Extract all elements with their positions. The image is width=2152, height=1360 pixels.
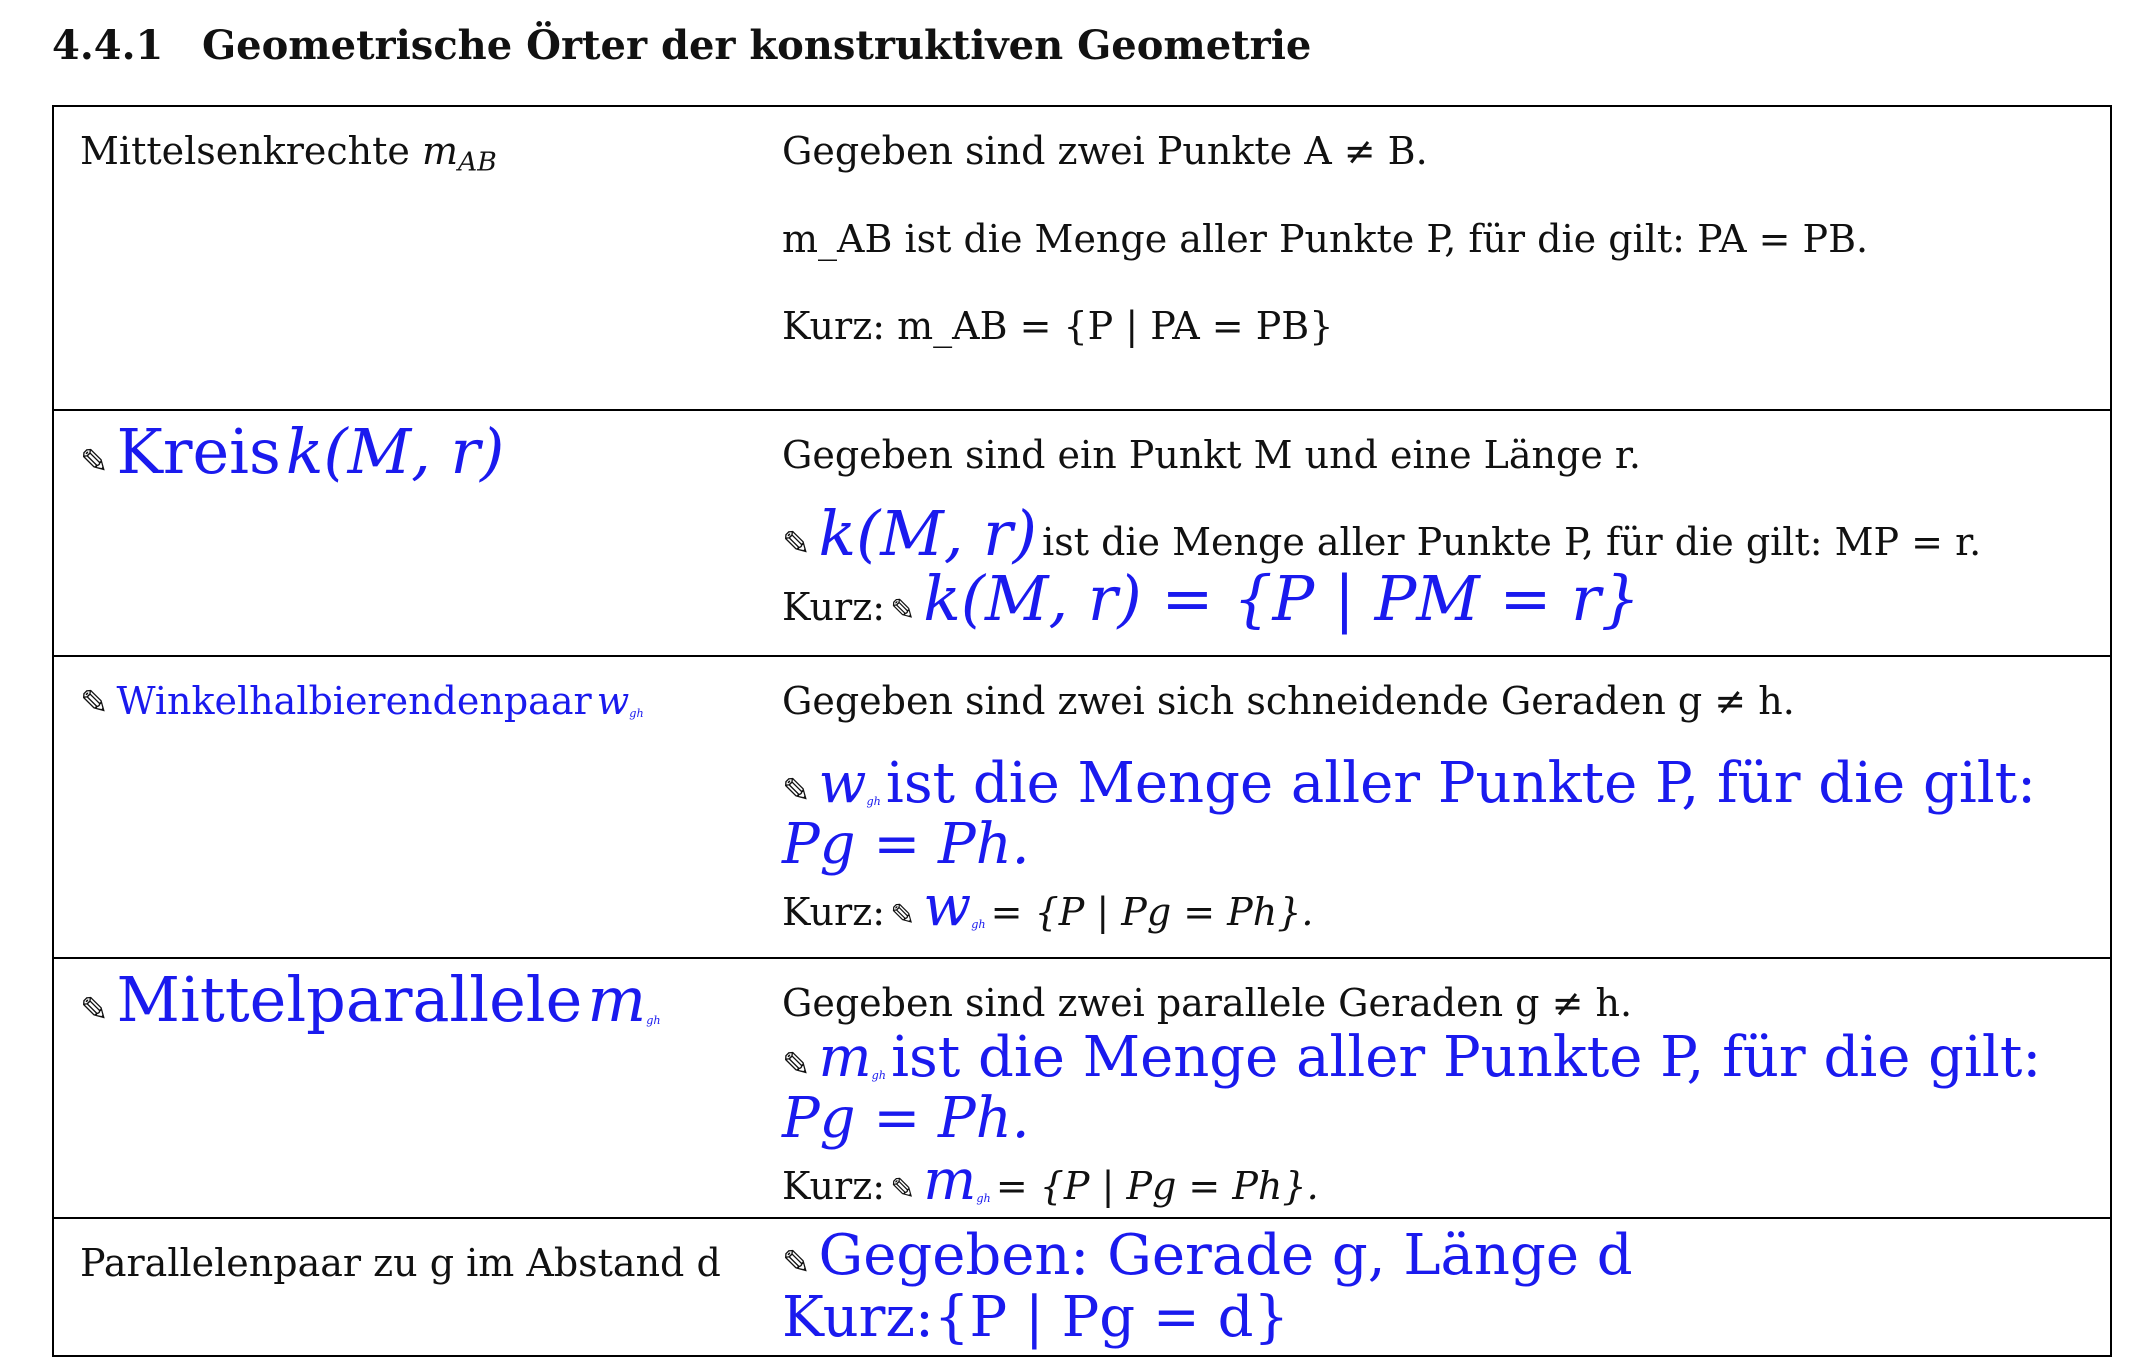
definition-text: ✎ $w_{gh}$ ist die Menge aller Punkte P, für die gilt: — [782, 750, 2037, 816]
pencil-icon: ✎ — [80, 442, 109, 482]
given-text: Gegeben sind ein Punkt M und eine Länge r. — [782, 433, 1641, 477]
short-definition: Kurz:{P | Pg = d} — [782, 1284, 1290, 1350]
short-definition: Kurz: ✎ $w_{gh} = \{P$ | Pg = Ph}. — [782, 873, 1314, 939]
definition-formula: Pg = Ph. — [782, 812, 1030, 878]
loci-table — [52, 105, 2112, 1357]
row-label: Parallelenpaar zu g im Abstand d — [80, 1241, 721, 1285]
row-content — [782, 433, 2092, 635]
pencil-icon: ✎ — [80, 683, 109, 723]
table-row — [54, 655, 2110, 957]
pencil-icon: ✎ — [782, 770, 811, 811]
row-content — [782, 129, 2092, 350]
section-number: 4.4.1 — [52, 22, 164, 69]
given-text: Gegeben sind zwei Punkte A ≠ B. — [782, 129, 1428, 173]
short-definition: Kurz: ✎ k(M, r) = {P | PM = r} — [782, 561, 1641, 635]
definition-formula: Pg = Ph. — [782, 1086, 1030, 1152]
table-row — [54, 409, 2110, 655]
pencil-icon: ✎ — [782, 1243, 811, 1283]
table-row — [54, 1217, 2110, 1355]
short-definition: Kurz: m_AB = {P | PA = PB} — [782, 304, 1334, 349]
row-label: Mittelsenkrechte $m_{AB}$ — [80, 129, 497, 178]
definition-text: ✎ k(M, r) ist die Menge aller Punkte P, für die gilt: MP = r. — [782, 496, 1982, 570]
pencil-icon: ✎ — [782, 523, 811, 564]
table-row — [54, 107, 2110, 409]
section-title: Geometrische Örter der konstruktiven Geometrie — [202, 22, 1312, 69]
given-text: Gegeben sind zwei sich schneidende Geraden g ≠ h. — [782, 679, 1795, 723]
row-label: ✎ Kreis k(M, r) — [80, 415, 505, 488]
section-heading — [52, 22, 1311, 69]
row-content — [782, 679, 2092, 937]
given-text: Gegeben sind zwei parallele Geraden g ≠ h. — [782, 981, 1633, 1025]
pencil-icon: ✎ — [80, 990, 109, 1030]
given-text: ✎ Gegeben: Gerade g, Länge d — [782, 1223, 1633, 1288]
row-content — [782, 1225, 2092, 1348]
row-label: ✎ Mittelparallele $m_{gh}$ — [80, 963, 661, 1036]
row-content — [782, 981, 2092, 1211]
pencil-icon: ✎ — [890, 897, 916, 933]
pencil-icon: ✎ — [890, 1171, 916, 1207]
definition-text: ✎ $m_{gh}$ ist die Menge aller Punkte P, für die gilt: — [782, 1024, 2042, 1090]
table-row — [54, 957, 2110, 1217]
pencil-icon: ✎ — [782, 1044, 811, 1085]
definition-text: m_AB ist die Menge aller Punkte P, für die gilt: PA = PB. — [782, 216, 1869, 261]
pencil-icon: ✎ — [890, 592, 916, 628]
short-definition: Kurz: ✎ $m_{gh} = \{P$ | Pg = Ph}. — [782, 1147, 1319, 1213]
row-label: ✎ Winkelhalbierendenpaar $w_{gh}$ — [80, 679, 644, 723]
